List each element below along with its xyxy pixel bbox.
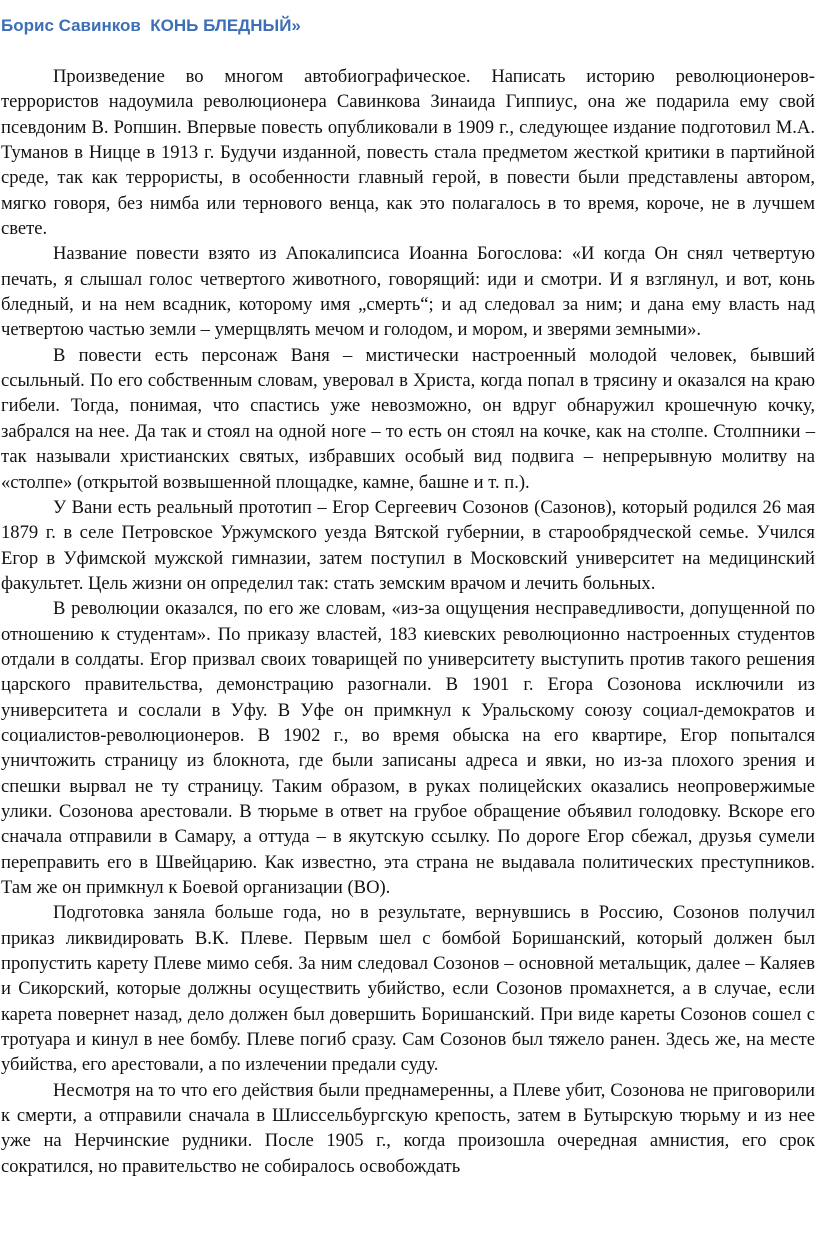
paragraph-7: Несмотря на то что его действия были преднамеренны, а Плеве убит, Созонова не приговорили к смерти, а отправили сначала в Шлиссельбургскую крепость, затем в Бутырскую тюрьму и из нее уже на Нерчинские рудники. После 1905 г., когда произошла очередная амнистия, его срок сократился, но правительство не собиралось освобождать [1, 1079, 815, 1177]
paragraph-3: В повести есть персонаж Ваня – мистически настроенный молодой человек, бывший ссыльный. По его собственным словам, уверовал в Христа, когда попал в трясину и оказался на краю гибели. Тогда, понимая, что спастись уже невозможно, он вдруг обнаружил крошечную кочку, забрался на нее. Да так и стоял на одной ноге – то есть он стоял на кочке, как на столпе. Столпники – так называли христианских святых, избравших особый вид подвига – непрерывную молитву на «столпе» (открытой возвышенной площадке, камне, башне и т. п.). [1, 344, 815, 493]
document-body [1, 64, 815, 1179]
paragraph-6: Подготовка заняла больше года, но в результате, вернувшись в Россию, Созонов получил приказ ликвидировать В.К. Плеве. Первым шел с бомбой Боришанский, который должен был пропустить карету Плеве мимо себя. За ним следовал Созонов – основной метальщик, далее – Каляев и Сикорский, которые должны осуществить убийство, если Созонов промахнется, а в случае, если карета повернет назад, дело должен был довершить Боришанский. При виде кареты Созонов сошел с тротуара и кинул в нее бомбу. Плеве погиб сразу. Сам Созонов был тяжело ранен. Здесь же, на месте убийства, его арестовали, а по излечении предали суду. [1, 902, 815, 1076]
paragraph-5: В революции оказался, по его же словам, «из-за ощущения несправедливости, допущенной по отношению к студентам». По приказу властей, 183 киевских революционно настроенных студентов отдали в солдаты. Егор призвал своих товарищей по университету выступить против такого решения царского правительства, демонстрацию разогнали. В 1901 г. Егора Созонова исключили из университета и сослали в Уфу. В Уфе он примкнул к Уральскому союзу социал-демократов и социалистов-революционеров. В 1902 г., во время обыска на его квартире, Егор попытался уничтожить страницу из блокнота, где были записаны адреса и явки, но из-за плохого зрения и спешки вырвал не ту страницу. Таким образом, в руках полицейских оказались неопровержимые улики. Созонова арестовали. В тюрьме в ответ на грубое обращение объявил голодовку. Вскоре его сначала отправили в Самару, а оттуда – в якутскую ссылку. По дороге Егор сбежал, друзья сумели переправить его в Швейцарию. Как известно, эта страна не выдавала политических преступников. Там же он примкнул к Боевой организации (ВО). [1, 598, 815, 898]
paragraph-4: У Вани есть реальный прототип – Егор Сергеевич Созонов (Сазонов), который родился 26 мая 1879 г. в селе Петровское Уржумского уезда Вятской губернии, в старообрядческой семье. Учился Егор в Уфимской мужской гимназии, затем поступил в Московский университет на медицинский факультет. Цель жизни он определил так: стать земским врачом и лечить больных. [1, 496, 815, 594]
paragraph-1: Произведение во многом автобиографическое. Написать историю революционеров-террористов надоумила революционера Савинкова Зинаида Гиппиус, она же подарила ему свой псевдоним В. Ропшин. Впервые повесть опубликовали в 1909 г., следующее издание подготовил М.А. Туманов в Ницце в 1913 г. Будучи изданной, повесть стала предметом жесткой критики в партийной среде, так как террористы, в особенности главный герой, в повести были представлены автором, мягко говоря, без нимба или тернового венца, как это полагалось в то время, короче, не в лучшем свете. [1, 66, 815, 240]
paragraph-2: Название повести взято из Апокалипсиса Иоанна Богослова: «И когда Он снял четвертую печать, я слышал голос четвертого животного, говорящий: иди и смотри. И я взглянул, и вот, конь бледный, и на нем всадник, которому имя „смерть“; и ад следовал за ним; и дана ему власть над четвертою частью земли – умерщвлять мечом и голодом, и мором, и зверями земными». [1, 243, 815, 341]
document-title: Борис Савинков КОНЬ БЛЕДНЫЙ» [1, 16, 301, 35]
